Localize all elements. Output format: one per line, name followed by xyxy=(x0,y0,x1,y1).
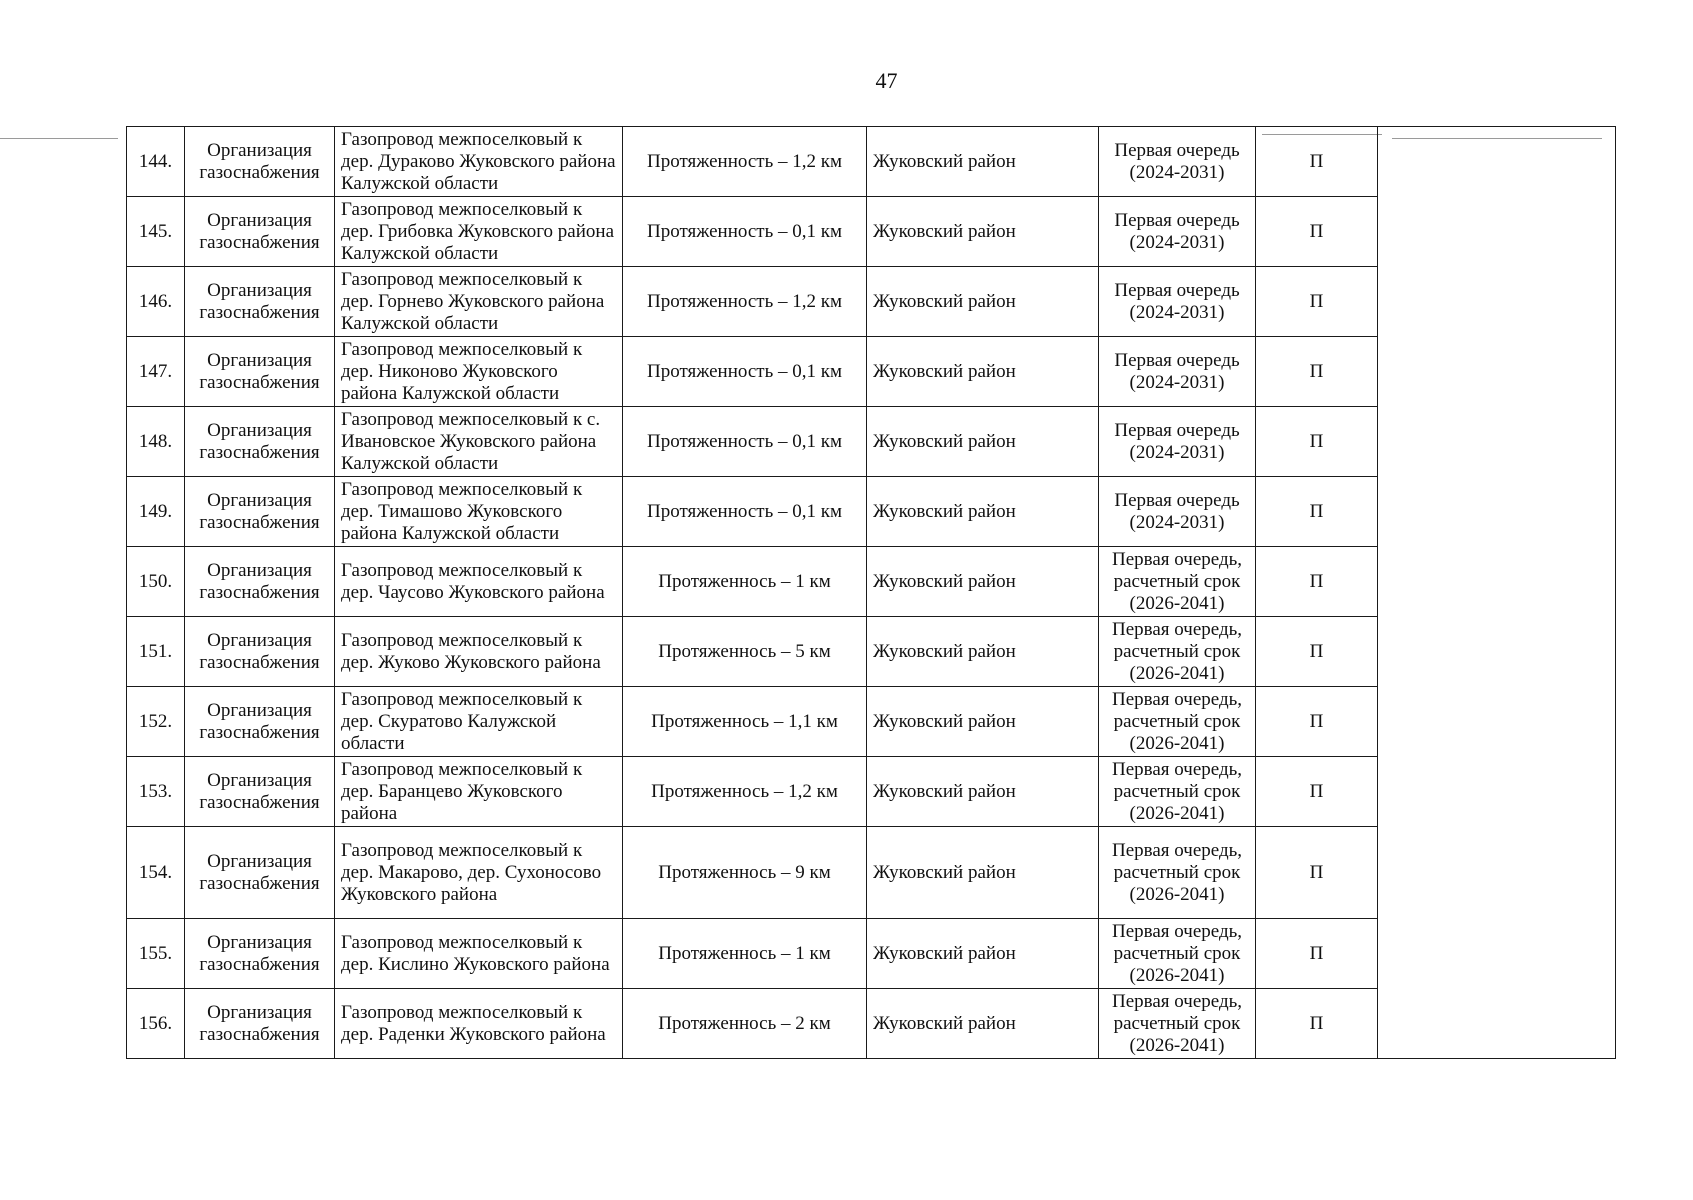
status-mark-cell: П xyxy=(1256,919,1378,989)
object-parameter-cell: Протяженность – 0,1 км xyxy=(623,407,867,477)
implementation-stage-cell: Первая очередь (2024-2031) xyxy=(1099,197,1256,267)
table-row xyxy=(127,127,1616,197)
implementation-stage-cell: Первая очередь, расчетный срок (2026-2041) xyxy=(1099,919,1256,989)
implementation-stage-cell: Первая очередь (2024-2031) xyxy=(1099,337,1256,407)
object-parameter-cell: Протяженнось – 9 км xyxy=(623,827,867,919)
object-name-cell: Газопровод межпоселковый к дер. Дураково Жуковского района Калужской области xyxy=(335,127,623,197)
empty-notes-column xyxy=(1378,127,1616,1059)
object-name-cell: Газопровод межпоселковый к с. Ивановское Жуковского района Калужской области xyxy=(335,407,623,477)
object-name-cell: Газопровод межпоселковый к дер. Жуково Жуковского района xyxy=(335,617,623,687)
row-number-cell: 150. xyxy=(127,547,185,617)
row-number-cell: 146. xyxy=(127,267,185,337)
object-parameter-cell: Протяженность – 0,1 км xyxy=(623,197,867,267)
object-parameter-cell: Протяженнось – 1 км xyxy=(623,919,867,989)
object-parameter-cell: Протяженнось – 1 км xyxy=(623,547,867,617)
row-number-cell: 155. xyxy=(127,919,185,989)
object-parameter-cell: Протяженнось – 1,1 км xyxy=(623,687,867,757)
object-parameter-cell: Протяженнось – 1,2 км xyxy=(623,757,867,827)
scan-speck xyxy=(0,138,118,139)
object-name-cell: Газопровод межпоселковый к дер. Раденки Жуковского района xyxy=(335,989,623,1059)
status-mark-cell: П xyxy=(1256,827,1378,919)
object-location-cell: Жуковский район xyxy=(867,267,1099,337)
implementation-stage-cell: Первая очередь, расчетный срок (2026-2041) xyxy=(1099,989,1256,1059)
status-mark-cell: П xyxy=(1256,337,1378,407)
implementation-stage-cell: Первая очередь (2024-2031) xyxy=(1099,267,1256,337)
status-mark-cell: П xyxy=(1256,687,1378,757)
status-mark-cell: П xyxy=(1256,757,1378,827)
implementation-stage-cell: Первая очередь (2024-2031) xyxy=(1099,127,1256,197)
object-location-cell: Жуковский район xyxy=(867,477,1099,547)
activity-type-cell: Организация газоснабжения xyxy=(185,617,335,687)
row-number-cell: 154. xyxy=(127,827,185,919)
page-number: 47 xyxy=(875,68,898,93)
implementation-stage-cell: Первая очередь, расчетный срок (2026-2041) xyxy=(1099,617,1256,687)
row-number-cell: 148. xyxy=(127,407,185,477)
object-location-cell: Жуковский район xyxy=(867,547,1099,617)
object-name-cell: Газопровод межпоселковый к дер. Баранцево Жуковского района xyxy=(335,757,623,827)
activity-type-cell: Организация газоснабжения xyxy=(185,267,335,337)
object-location-cell: Жуковский район xyxy=(867,989,1099,1059)
activity-type-cell: Организация газоснабжения xyxy=(185,477,335,547)
object-parameter-cell: Протяженнось – 2 км xyxy=(623,989,867,1059)
activity-type-cell: Организация газоснабжения xyxy=(185,547,335,617)
object-name-cell: Газопровод межпоселковый к дер. Грибовка Жуковского района Калужской области xyxy=(335,197,623,267)
object-location-cell: Жуковский район xyxy=(867,757,1099,827)
object-location-cell: Жуковский район xyxy=(867,337,1099,407)
activity-type-cell: Организация газоснабжения xyxy=(185,197,335,267)
row-number-cell: 153. xyxy=(127,757,185,827)
row-number-cell: 151. xyxy=(127,617,185,687)
object-name-cell: Газопровод межпоселковый к дер. Скуратово Калужской области xyxy=(335,687,623,757)
implementation-stage-cell: Первая очередь (2024-2031) xyxy=(1099,477,1256,547)
object-name-cell: Газопровод межпоселковый к дер. Чаусово Жуковского района xyxy=(335,547,623,617)
implementation-stage-cell: Первая очередь, расчетный срок (2026-2041) xyxy=(1099,827,1256,919)
activity-type-cell: Организация газоснабжения xyxy=(185,989,335,1059)
object-location-cell: Жуковский район xyxy=(867,687,1099,757)
table-body xyxy=(127,127,1616,1059)
object-location-cell: Жуковский район xyxy=(867,617,1099,687)
object-parameter-cell: Протяженность – 1,2 км xyxy=(623,127,867,197)
implementation-stage-cell: Первая очередь (2024-2031) xyxy=(1099,407,1256,477)
implementation-stage-cell: Первая очередь, расчетный срок (2026-2041) xyxy=(1099,687,1256,757)
activity-type-cell: Организация газоснабжения xyxy=(185,127,335,197)
row-number-cell: 144. xyxy=(127,127,185,197)
activity-type-cell: Организация газоснабжения xyxy=(185,407,335,477)
infrastructure-table xyxy=(126,126,1616,1059)
object-parameter-cell: Протяженность – 1,2 км xyxy=(623,267,867,337)
object-name-cell: Газопровод межпоселковый к дер. Макарово, дер. Сухоносово Жуковского района xyxy=(335,827,623,919)
object-name-cell: Газопровод межпоселковый к дер. Тимашово Жуковского района Калужской области xyxy=(335,477,623,547)
status-mark-cell: П xyxy=(1256,547,1378,617)
object-location-cell: Жуковский район xyxy=(867,197,1099,267)
implementation-stage-cell: Первая очередь, расчетный срок (2026-2041) xyxy=(1099,757,1256,827)
object-location-cell: Жуковский район xyxy=(867,407,1099,477)
status-mark-cell: П xyxy=(1256,267,1378,337)
status-mark-cell: П xyxy=(1256,197,1378,267)
row-number-cell: 147. xyxy=(127,337,185,407)
activity-type-cell: Организация газоснабжения xyxy=(185,337,335,407)
implementation-stage-cell: Первая очередь, расчетный срок (2026-2041) xyxy=(1099,547,1256,617)
row-number-cell: 152. xyxy=(127,687,185,757)
activity-type-cell: Организация газоснабжения xyxy=(185,757,335,827)
object-location-cell: Жуковский район xyxy=(867,127,1099,197)
status-mark-cell: П xyxy=(1256,477,1378,547)
object-name-cell: Газопровод межпоселковый к дер. Никоново Жуковского района Калужской области xyxy=(335,337,623,407)
object-parameter-cell: Протяженность – 0,1 км xyxy=(623,337,867,407)
row-number-cell: 156. xyxy=(127,989,185,1059)
object-parameter-cell: Протяженность – 0,1 км xyxy=(623,477,867,547)
row-number-cell: 145. xyxy=(127,197,185,267)
object-parameter-cell: Протяженнось – 5 км xyxy=(623,617,867,687)
object-name-cell: Газопровод межпоселковый к дер. Кислино Жуковского района xyxy=(335,919,623,989)
object-location-cell: Жуковский район xyxy=(867,827,1099,919)
status-mark-cell: П xyxy=(1256,989,1378,1059)
status-mark-cell: П xyxy=(1256,617,1378,687)
status-mark-cell: П xyxy=(1256,407,1378,477)
object-location-cell: Жуковский район xyxy=(867,919,1099,989)
object-name-cell: Газопровод межпоселковый к дер. Горнево Жуковского района Калужской области xyxy=(335,267,623,337)
status-mark-cell: П xyxy=(1256,127,1378,197)
activity-type-cell: Организация газоснабжения xyxy=(185,827,335,919)
activity-type-cell: Организация газоснабжения xyxy=(185,919,335,989)
activity-type-cell: Организация газоснабжения xyxy=(185,687,335,757)
row-number-cell: 149. xyxy=(127,477,185,547)
